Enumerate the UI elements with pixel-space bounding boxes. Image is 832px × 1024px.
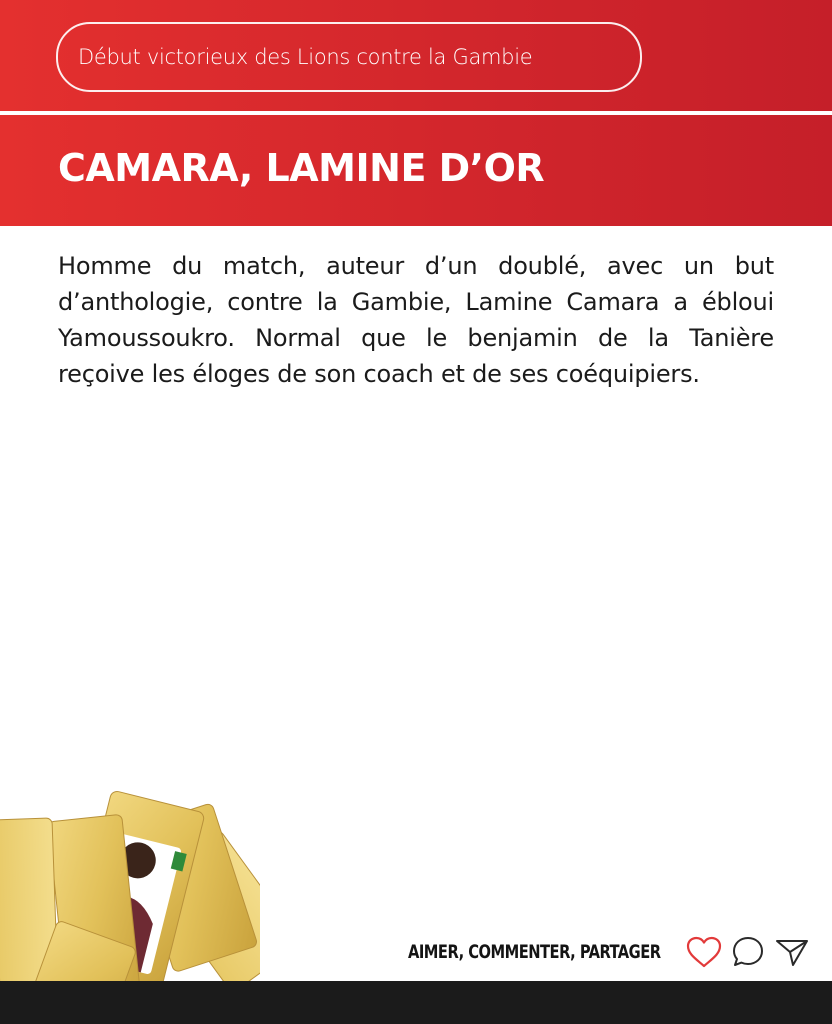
cta-label: AIMER, COMMENTER, PARTAGER [408, 941, 661, 963]
page-title: CAMARA, LAMINE D’OR [58, 146, 545, 190]
social-actions-row [408, 930, 812, 974]
footer-bar [0, 981, 832, 1024]
header-divider [0, 111, 832, 115]
header-banner [0, 0, 832, 226]
kicker-pill [56, 22, 642, 92]
speech-bubble-icon[interactable] [728, 932, 768, 972]
heart-icon[interactable] [684, 932, 724, 972]
send-arrow-icon[interactable] [772, 932, 812, 972]
kicker-text: Début victorieux des Lions contre la Gambie [78, 45, 533, 69]
article-body: Homme du match, auteur d’un doublé, avec un but d’anthologie, contre la Gambie, Lamine Camara a ébloui Yamoussoukro. Normal que le benjamin de la Tanière reçoive les éloges de son coach et de ses coéquipiers. [58, 252, 774, 388]
